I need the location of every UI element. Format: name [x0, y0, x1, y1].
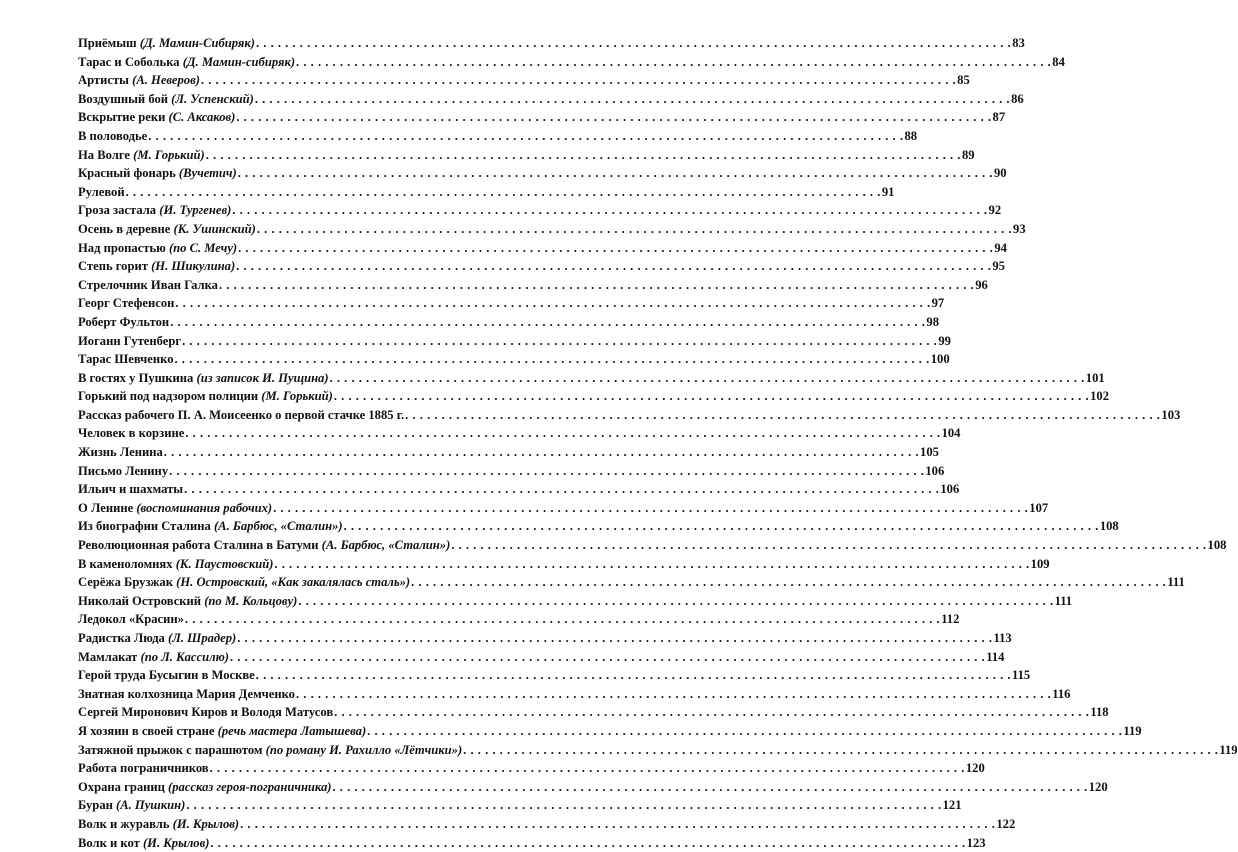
toc-title: Охрана границ: [78, 779, 165, 794]
dot-leader: [175, 294, 930, 313]
toc-entry: [78, 239, 1007, 258]
dot-leader: [334, 387, 1089, 406]
dot-leader: [210, 759, 965, 778]
toc-entry: [78, 443, 939, 462]
toc-page-number: 114: [986, 649, 1005, 664]
toc-title: Я хозяин в своей стране: [78, 723, 215, 738]
toc-page-number: 116: [1052, 686, 1071, 701]
toc-entry-text: [78, 648, 229, 667]
toc-entry-text: [78, 108, 235, 127]
dot-leader: [238, 164, 993, 183]
dot-leader: [237, 629, 992, 648]
toc-page-number: 109: [1030, 556, 1050, 571]
toc-entry: [78, 183, 895, 202]
toc-entry: [78, 164, 1007, 183]
toc-entry-text: [78, 201, 231, 220]
toc-page-number: 108: [1207, 538, 1227, 553]
toc-title: Степь горит: [78, 259, 148, 274]
toc-entry-text: [78, 313, 169, 332]
toc-entry-text: [78, 722, 366, 741]
toc-author: (Д. Мамин-Сибиряк): [139, 36, 255, 50]
toc-entry-text: [78, 332, 181, 351]
toc-title: О Ленине: [78, 500, 134, 515]
toc-title: Знатная колхозница Мария Демченко: [78, 686, 295, 701]
toc-author: (речь мастера Латышева): [217, 723, 367, 738]
dot-leader: [232, 201, 987, 220]
toc-title: На Волге: [78, 147, 130, 162]
toc-author: (К. Паустовский): [175, 556, 274, 571]
toc-entry-text: [78, 294, 174, 313]
toc-entry-text: [78, 685, 295, 704]
dot-leader: [236, 257, 991, 276]
toc-entry: [78, 90, 1024, 109]
dot-leader: [257, 220, 1012, 239]
dot-leader: [182, 332, 937, 351]
toc-author: (А. Барбюс, «Сталин»): [213, 519, 343, 534]
dot-leader: [463, 741, 1218, 760]
toc-entry: [78, 276, 988, 295]
dot-leader: [206, 146, 961, 165]
toc-entry-text: [78, 146, 205, 165]
toc-entry-text: [78, 834, 209, 852]
dot-leader: [185, 610, 940, 629]
toc-author: (М. Горький): [261, 389, 333, 404]
dot-leader: [296, 53, 1051, 72]
toc-entry: [78, 759, 985, 778]
toc-entry: [78, 201, 1002, 220]
toc-title: Затяжной прыжок с парашютом: [78, 742, 263, 757]
toc-entry: [78, 517, 1119, 536]
toc-entry-text: [78, 499, 272, 518]
toc-author: (И. Крылов): [142, 835, 210, 850]
toc-entry: [78, 536, 1227, 555]
toc-entry-text: [78, 592, 297, 611]
toc-entry: [78, 722, 1142, 741]
toc-entry: [78, 387, 1109, 406]
toc-page-number: 97: [931, 296, 945, 311]
toc-title: Горький под надзором полиции: [78, 389, 259, 404]
toc-entry: [78, 332, 951, 351]
toc-title: Письмо Ленину: [78, 463, 169, 478]
dot-leader: [334, 703, 1089, 722]
toc-title: Иоганн Гутенберг: [78, 333, 182, 348]
toc-title: Приёмыш: [78, 36, 137, 50]
toc-page-number: 108: [1099, 519, 1119, 534]
toc-author: (Л. Шрадер): [168, 631, 237, 645]
toc-author: (А. Барбюс, «Сталин»): [321, 538, 451, 553]
toc-page-number: 99: [938, 333, 951, 348]
toc-title: Тарас Шевченко: [78, 352, 174, 367]
toc-title: Работа пограничников: [78, 761, 209, 776]
toc-author: (рассказ героя-пограничника): [168, 779, 332, 794]
toc-author: (Л. Успенский): [171, 91, 254, 106]
dot-leader: [298, 592, 1053, 611]
toc-page-number: 121: [942, 798, 962, 813]
toc-entry: [78, 34, 1025, 53]
toc-entry-text: [78, 741, 462, 760]
toc-page-number: 123: [966, 835, 986, 850]
dot-leader: [175, 350, 930, 369]
toc-entry: [78, 610, 960, 629]
toc-author: (Н. Островский, «Как закалялась сталь»): [176, 575, 411, 590]
toc-entry-text: [78, 573, 410, 592]
toc-entry: [78, 648, 1005, 667]
toc-title: Роберт Фультон: [78, 314, 170, 329]
toc-title: Радистка Люда: [78, 631, 165, 645]
toc-entry-text: [78, 34, 255, 53]
toc-entry-text: [78, 183, 125, 202]
toc-entry-text: [78, 815, 239, 834]
toc-entry-text: [78, 443, 163, 462]
toc-page-number: 118: [1090, 705, 1109, 720]
toc-page-number: 119: [1219, 742, 1238, 757]
toc-entry: [78, 741, 1238, 760]
toc-author: (по С. Мечу): [168, 240, 238, 255]
toc-entry: [78, 108, 1006, 127]
toc-entry: [78, 313, 940, 332]
toc-title: В каменоломнях: [78, 556, 173, 571]
toc-entry: [78, 666, 1031, 685]
toc-entry: [78, 369, 1105, 388]
toc-page-number: 112: [941, 612, 960, 627]
dot-leader: [169, 462, 924, 481]
toc-page-number: 101: [1085, 370, 1105, 385]
toc-page-number: 92: [988, 203, 1002, 218]
toc-author: (Н. Шикулина): [151, 259, 236, 274]
toc-title: Мамлакат: [78, 649, 138, 664]
toc-page-number: 111: [1167, 575, 1185, 590]
toc-title: В гостях у Пушкина: [78, 370, 194, 385]
toc-page-number: 106: [940, 482, 960, 497]
dot-leader: [170, 313, 925, 332]
toc-entry: [78, 815, 1016, 834]
toc-entry-text: [78, 778, 332, 797]
toc-title: Тарас и Соболька: [78, 54, 180, 69]
toc-entry: [78, 629, 1012, 648]
dot-leader: [330, 369, 1085, 388]
toc-title: Красный фонарь: [78, 166, 176, 181]
toc-entry: [78, 220, 1026, 239]
toc-entry: [78, 573, 1185, 592]
toc-entry-text: [78, 239, 237, 258]
toc-entry-text: [78, 369, 329, 388]
toc-entry: [78, 406, 1181, 425]
toc-page-number: 103: [1161, 407, 1181, 422]
toc-entry: [78, 499, 1049, 518]
toc-author: (М. Горький): [133, 147, 205, 162]
dot-leader: [296, 685, 1051, 704]
toc-author: (А. Неверов): [132, 73, 200, 88]
toc-page-number: 94: [994, 240, 1007, 255]
toc-entry: [78, 778, 1108, 797]
toc-entry-text: [78, 276, 218, 295]
toc-entry-text: [78, 517, 343, 536]
toc-entry: [78, 127, 918, 146]
toc-entry: [78, 53, 1065, 72]
toc-entry-text: [78, 164, 237, 183]
toc-title: Человек в корзине: [78, 426, 185, 441]
toc-entry: [78, 685, 1071, 704]
toc-page-number: 107: [1029, 500, 1049, 515]
toc-title: Рулевой: [78, 184, 125, 199]
toc-page-number: 90: [993, 166, 1007, 181]
toc-title: Волк и кот: [78, 835, 140, 850]
table-of-contents: [78, 34, 1238, 852]
toc-page-number: 87: [992, 110, 1006, 125]
toc-title: Николай Островский: [78, 593, 202, 608]
toc-entry-text: [78, 666, 255, 685]
dot-leader: [201, 71, 956, 90]
toc-entry-text: [78, 350, 174, 369]
dot-leader: [274, 555, 1029, 574]
toc-page-number: 95: [992, 259, 1005, 274]
toc-entry: [78, 424, 961, 443]
toc-entry-text: [78, 536, 450, 555]
toc-entry: [78, 462, 945, 481]
toc-entry: [78, 294, 945, 313]
toc-entry: [78, 257, 1005, 276]
toc-title: Вскрытие реки: [78, 110, 166, 125]
toc-entry: [78, 592, 1073, 611]
toc-entry-text: [78, 424, 184, 443]
toc-page-number: 120: [1088, 779, 1108, 794]
toc-entry-text: [78, 90, 254, 109]
toc-author: (по М. Кольцову): [204, 593, 298, 608]
toc-entry-text: [78, 555, 273, 574]
toc-author: (Вучетич): [178, 166, 237, 181]
toc-page-number: 100: [930, 352, 950, 367]
toc-title: Ильич и шахматы: [78, 482, 184, 497]
dot-leader: [451, 536, 1206, 555]
toc-entry: [78, 703, 1109, 722]
toc-page-number: 86: [1011, 91, 1024, 106]
toc-page-number: 84: [1052, 54, 1065, 69]
toc-title: Ледокол «Красин»: [78, 612, 184, 627]
toc-entry: [78, 555, 1050, 574]
toc-entry-text: [78, 629, 236, 648]
toc-page-number: 113: [993, 631, 1012, 645]
toc-title: Серёжа Брузжак: [78, 575, 173, 590]
toc-title: Буран: [78, 798, 113, 813]
dot-leader: [219, 276, 974, 295]
dot-leader: [240, 815, 995, 834]
toc-page-number: 98: [926, 314, 940, 329]
toc-entry: [78, 796, 962, 815]
dot-leader: [210, 834, 965, 852]
toc-entry-text: [78, 71, 200, 90]
dot-leader: [164, 443, 919, 462]
dot-leader: [238, 239, 993, 258]
toc-author: (С. Аксаков): [168, 110, 236, 125]
toc-title: Артисты: [78, 73, 129, 88]
toc-page-number: 105: [920, 445, 939, 460]
toc-author: (по роману И. Рахилло «Лётчики»): [265, 742, 463, 757]
toc-page-number: 93: [1013, 221, 1026, 236]
toc-title: Осень в деревне: [78, 221, 171, 236]
toc-title: Сергей Миронович Киров и Володя Матусов: [78, 705, 334, 720]
toc-entry-text: [78, 480, 183, 499]
toc-author: (по Л. Кассилю): [140, 649, 229, 664]
toc-page-number: 102: [1090, 389, 1109, 404]
toc-title: Революционная работа Сталина в Батуми: [78, 538, 319, 553]
dot-leader: [126, 183, 881, 202]
toc-entry-text: [78, 610, 184, 629]
toc-entry: [78, 834, 986, 852]
toc-entry-text: [78, 127, 147, 146]
dot-leader: [333, 778, 1088, 797]
toc-entry-text: [78, 462, 168, 481]
dot-leader: [344, 517, 1099, 536]
toc-page-number: 96: [975, 277, 988, 292]
toc-entry-text: [78, 703, 333, 722]
toc-page-number: 119: [1123, 723, 1142, 738]
toc-entry: [78, 71, 970, 90]
toc-title: Жизнь Ленина: [78, 445, 163, 460]
dot-leader: [186, 796, 941, 815]
toc-entry: [78, 480, 960, 499]
toc-author: (из записок И. Пущина): [196, 370, 329, 385]
dot-leader: [256, 34, 1011, 53]
toc-entry-text: [78, 53, 295, 72]
dot-leader: [367, 722, 1122, 741]
toc-author: (воспоминания рабочих): [136, 500, 273, 515]
toc-entry-text: [78, 406, 404, 425]
toc-page-number: 89: [961, 147, 975, 162]
toc-page-number: 88: [904, 128, 918, 143]
toc-title: Из биографии Сталина: [78, 519, 211, 534]
toc-page-number: 83: [1012, 36, 1025, 50]
toc-page-number: 91: [881, 184, 895, 199]
toc-entry-text: [78, 759, 209, 778]
toc-author: (А. Пушкин): [116, 798, 186, 813]
toc-page-number: 120: [965, 761, 985, 776]
toc-author: (Д. Мамин-сибиряк): [182, 54, 296, 69]
toc-author: (К. Ушинский): [173, 221, 256, 236]
dot-leader: [273, 499, 1028, 518]
toc-page-number: 106: [925, 463, 945, 478]
toc-title: Воздушный бой: [78, 91, 169, 106]
toc-title: Георг Стефенсон: [78, 296, 175, 311]
dot-leader: [185, 424, 940, 443]
toc-page-number: 104: [941, 426, 961, 441]
dot-leader: [230, 648, 985, 667]
toc-title: В половодье: [78, 128, 148, 143]
dot-leader: [255, 90, 1010, 109]
toc-page-number: 111: [1054, 593, 1073, 608]
toc-author: (И. Тургенев): [159, 203, 232, 218]
toc-entry-text: [78, 257, 235, 276]
dot-leader: [405, 406, 1160, 425]
toc-entry-text: [78, 796, 185, 815]
toc-page-number: 122: [996, 816, 1016, 831]
toc-entry: [78, 146, 975, 165]
toc-title: Над пропастью: [78, 240, 166, 255]
dot-leader: [184, 480, 939, 499]
dot-leader: [256, 666, 1011, 685]
toc-page-number: 85: [957, 73, 970, 88]
toc-title: Волк и журавль: [78, 816, 170, 831]
dot-leader: [411, 573, 1166, 592]
toc-title: Рассказ рабочего П. А. Моисеенко о первой стачке 1885 г.: [78, 407, 405, 422]
toc-page-number: 115: [1012, 668, 1031, 683]
dot-leader: [236, 108, 991, 127]
toc-entry: [78, 350, 950, 369]
toc-title: Стрелочник Иван Галка: [78, 277, 218, 292]
toc-title: Гроза застала: [78, 203, 157, 218]
toc-entry-text: [78, 220, 256, 239]
toc-title: Герой труда Бусыгин в Москве: [78, 668, 255, 683]
toc-entry-text: [78, 387, 333, 406]
dot-leader: [148, 127, 903, 146]
toc-author: (И. Крылов): [172, 816, 240, 831]
